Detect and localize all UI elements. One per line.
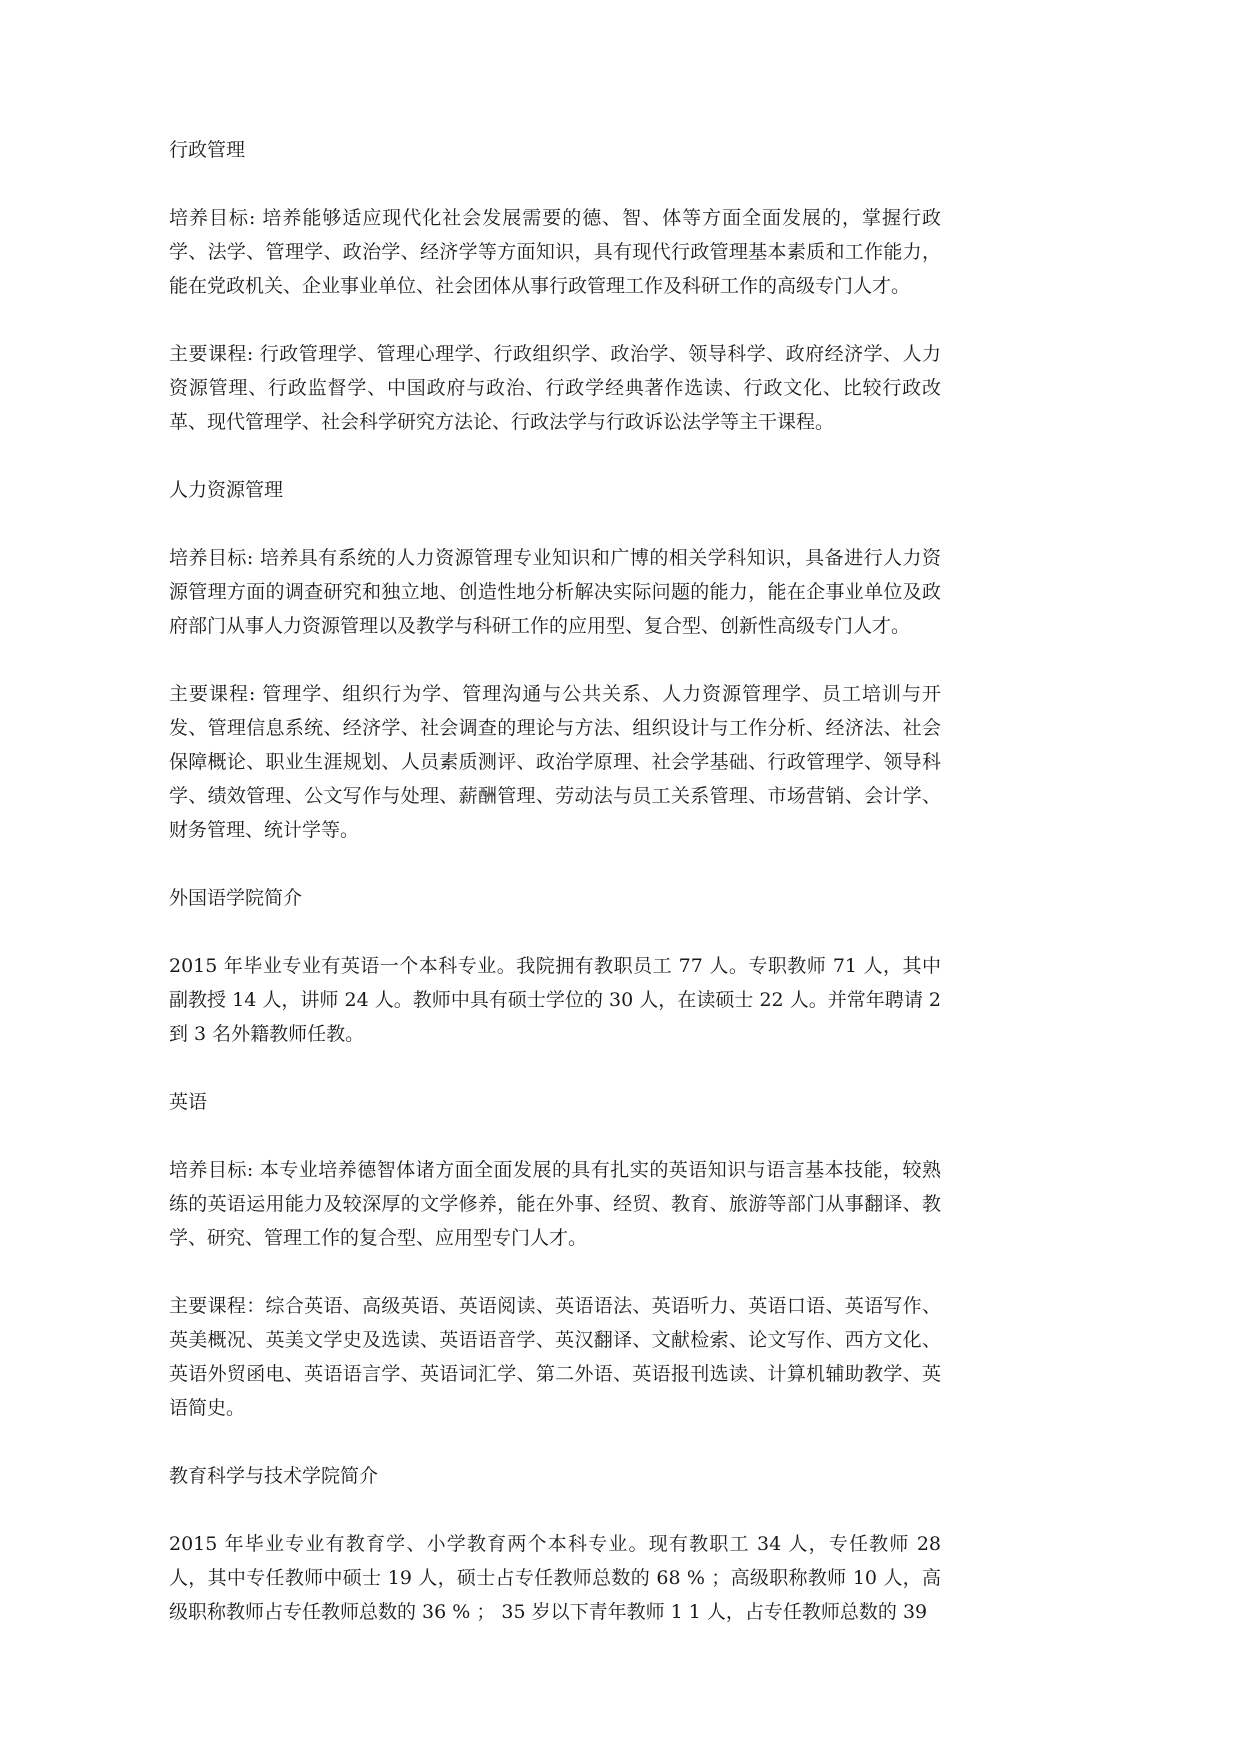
spacer: [169, 1425, 941, 1459]
section-title-public-administration: 行政管理: [169, 139, 246, 161]
section-title-human-resources: 人力资源管理: [169, 479, 284, 501]
section-title-education-college: 教育科学与技术学院简介: [169, 1465, 379, 1487]
section-title-foreign-languages-college: 外国语学院简介: [169, 887, 303, 909]
document-page: [169, 133, 941, 1629]
spacer: [169, 847, 941, 881]
main-courses-public-administration: 主要课程: 行政管理学、管理心理学、行政组织学、政治学、领导科学、政府经济学、人力资源管理、行政监督学、中国政府与政治、行政学经典著作选读、行政文化、比较行政改革、现代管理学、社会科学研究方法论、行政法学与行政诉讼法学等主干课程。: [169, 343, 941, 433]
section-title-english: 英语: [169, 1091, 208, 1113]
spacer: [169, 915, 941, 949]
training-goal-human-resources: 培养目标: 培养具有系统的人力资源管理专业知识和广博的相关学科知识，具备进行人力资源管理方面的调查研究和独立地、创造性地分析解决实际问题的能力，能在企事业单位及政府部门从事人力资源管理以及教学与科研工作的应用型、复合型、创新性高级专门人才。: [169, 547, 941, 637]
spacer: [169, 303, 941, 337]
spacer: [169, 1119, 941, 1153]
spacer: [169, 507, 941, 541]
spacer: [169, 1255, 941, 1289]
main-courses-human-resources: 主要课程: 管理学、组织行为学、管理沟通与公共关系、人力资源管理学、员工培训与开发、管理信息系统、经济学、社会调查的理论与方法、组织设计与工作分析、经济法、社会保障概论、职业生涯规划、人员素质测评、政治学原理、社会学基础、行政管理学、领导科学、绩效管理、公文写作与处理、薪酬管理、劳动法与员工关系管理、市场营销、会计学、财务管理、统计学等。: [169, 683, 941, 841]
main-courses-english: 主要课程：综合英语、高级英语、英语阅读、英语语法、英语听力、英语口语、英语写作、英美概况、英美文学史及选读、英语语音学、英汉翻译、文献检索、论文写作、西方文化、英语外贸函电、英语语言学、英语词汇学、第二外语、英语报刊选读、计算机辅助教学、英语简史。: [169, 1295, 941, 1419]
college-intro-foreign-languages: 2015 年毕业专业有英语一个本科专业。我院拥有教职员工 77 人。专职教师 71 人，其中副教授 14 人，讲师 24 人。教师中具有硕士学位的 30 人，在读硕士 22 人。并常年聘请 2 到 3 名外籍教师任教。: [169, 955, 941, 1045]
spacer: [169, 1493, 941, 1527]
spacer: [169, 643, 941, 677]
college-intro-education: 2015 年毕业专业有教育学、小学教育两个本科专业。现有教职工 34 人，专任教师 28 人，其中专任教师中硕士 19 人，硕士占专任教师总数的 68 % ；高级职称教师 10 人，高级职称教师占专任教师总数的 36 % ； 35 岁以下青年教师 1 1 人，占专任教师总数的 39: [169, 1533, 941, 1623]
training-goal-english: 培养目标: 本专业培养德智体诸方面全面发展的具有扎实的英语知识与语言基本技能，较熟练的英语运用能力及较深厚的文学修养，能在外事、经贸、教育、旅游等部门从事翻译、教学、研究、管理工作的复合型、应用型专门人才。: [169, 1159, 941, 1249]
spacer: [169, 167, 941, 201]
spacer: [169, 1051, 941, 1085]
training-goal-public-administration: 培养目标: 培养能够适应现代化社会发展需要的德、智、体等方面全面发展的，掌握行政学、法学、管理学、政治学、经济学等方面知识，具有现代行政管理基本素质和工作能力，能在党政机关、企业事业单位、社会团体从事行政管理工作及科研工作的高级专门人才。: [169, 207, 941, 297]
spacer: [169, 439, 941, 473]
